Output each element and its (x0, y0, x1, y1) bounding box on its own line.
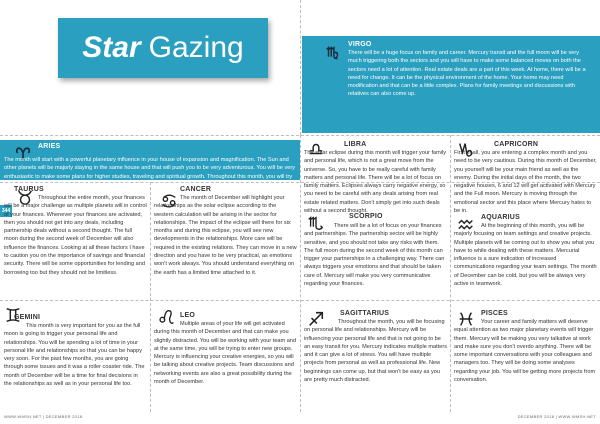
divider-mid-vertical-2 (300, 135, 301, 412)
sign-text-pisces: Your career and family matters will deserve equal attention as two major planetary events will trigger them. Mercury will be making you very talkative at work and make sure you don't overdo anything. There will be some important conversations with your colleagues and managers too. They will be doing some analyses regarding your job. You will be getting more projects from conversation. (454, 319, 596, 384)
sign-block-virgo (302, 36, 600, 133)
sign-name-gemini: GEMINI (14, 314, 41, 321)
sign-name-cancer: CANCER (180, 186, 212, 193)
sign-text-scorpio: There will be a lot of focus on your finances and partnerships. The partnership sector will be highly sensitive, and you should not take any risks with them. The full moon during the second week of this month can trigger your partnerships in a challenging way. There can always triggers your emotions and that should be taken care of. Mercury will make you very communicative regarding your finances. (304, 223, 445, 288)
sign-name-aries: ARIES (38, 143, 61, 150)
divider-mid-vertical-1 (150, 182, 151, 412)
sign-text-leo: Multiple areas of your life will get activated during this month of December and that can make you slightly distracted. You will be working with your team and at the same time, you will be trying to enter new groups. Mercury is influencing your creative energies, so you will be talking about creative projects. Team discussions and networking events are also a great possibility during the month of December. (154, 321, 297, 386)
sign-text-libra: The solar eclipse during this month will trigger your family and personal life, which is not a great move from the universe. So, you have to be really careful with family matters and personal life. There will be a lot of focus on family matters. Eclipses always carry negative energy, so you need to be careful with any deals arising from real estate related matters. Don't simply get into such deals without a second thought. (304, 150, 447, 215)
divider-mid-vertical-3 (450, 135, 451, 412)
sign-name-taurus: TAURUS (14, 186, 44, 193)
footer-right: DECEMBER 2018 | WWW.WMSH.NET (517, 414, 596, 419)
sign-text-virgo: There will be a huge focus on family and career. Mercury transit and the full moon will be very much triggering both the sectors and you will have to make some balanced moves on both the sectors need a lot of attention. Real estate deals are a part of this week. At home, there will be a need for change. It can be the physical environment of the home. Your home may need modification and that can be a little complex. Plans for family meetings and discussions with relatives can also come up. (348, 50, 586, 98)
page-title-word1: Star (82, 31, 141, 64)
sign-text-aries: The month will start with a powerful planetary influence in your house of expansion and magnification. The Sun and other planets will be majorly staying in the same house and that will push you to be very adventurous. You will be very enthusiastic to make some plans for higher studies, traveling and spiritual growth. Throughout this month, you will try to be more spiritual and there will be more interactions with spiritual people. (4, 157, 296, 188)
sign-name-sagittarius: SAGITTARIUS (340, 310, 390, 317)
divider-horizontal-1 (0, 135, 600, 136)
page-title (58, 18, 268, 78)
sign-text-aquarius: At the beginning of this month, you will be majorly focusing on team settings and creative projects. Multiple planets will be coming out to show you what you have to while dealing with these matters. Mercurial influence is a sure indication of increased communications regarding your team settings. The month of December can be cold, but you will be always very active in teamwork. (454, 223, 597, 288)
sign-name-pisces: PISCES (481, 310, 508, 317)
sign-name-capricorn: CAPRICORN (494, 141, 539, 148)
sign-text-capricorn: First of all, you are entering a complex month and you need to be very cautious. During this month of December, you yourself will be your main friend as well as the enemy. During the initial days of the month, the two negative houses, 6 and 12 will get activated with Mercury and the Full moon. Mercury is moving through the emotional sector and this place where Mercury hates to be in. (454, 150, 597, 215)
sign-text-sagittarius: Throughout the month, you will be focusing on personal life and relationships. Mercury will be influencing your personal life and that is not going to be an easy transit for you. Mercury indicates multiple matters and it can give a lot of stress. You will have multiple projects from personal as well as professional life. New beginnings can come up, but that won't be easy as you are pretty much distracted. (304, 319, 448, 384)
divider-top-vertical (300, 0, 301, 135)
virgo-glyph-icon (324, 44, 342, 62)
sign-text-gemini: This month is very important for you as the full moon is going to trigger your personal life and relationships. You will be spending a lot of time in your personal life and relationships so that you can be happy very soon. For the past few months, you are going through some issues and it was a roller coaster ride. The month of December will be a time for final decisions in the relationships as well as in your personal life too. (4, 323, 145, 388)
sign-name-scorpio: SCORPIO (349, 213, 383, 220)
footer-left: WWW.WMSH.NET | DECEMBER 2018 (4, 414, 83, 419)
page-number: 344 (0, 205, 12, 217)
sign-name-leo: LEO (180, 312, 195, 319)
sign-text-cancer: The month of December will highlight your relationships as the solar eclipse according to the western calculation will be arising in the sector for relationships. The impact of the eclipse will there for six months and during this eclipse, you will see new developments in the relationships. More care will be required in the existing relations. They can move in a new direction and you have to be very practical, as emotions won't work always. You should understand everything on the earth has a limited time attached to it. (154, 195, 297, 276)
sign-text-taurus: Throughout the entire month, your finances will be a major challenge as multiple planets will in control of your finances. Whenever your finances are activated, then you should not get into any deals, including partnership deals without a second thought. The full moon during the second week of December will also influence the finances. Looking at all these factors I have to caution you on the importance of savings and financial security. There will be some opportunities for lending and borrowing too but they should not be limitless. (4, 195, 147, 276)
divider-horizontal-3 (0, 300, 600, 301)
sign-name-libra: LIBRA (344, 141, 367, 148)
sign-name-aquarius: AQUARIUS (481, 214, 520, 221)
page-title-word2: Gazing (148, 31, 244, 64)
sign-name-virgo: VIRGO (348, 41, 372, 48)
